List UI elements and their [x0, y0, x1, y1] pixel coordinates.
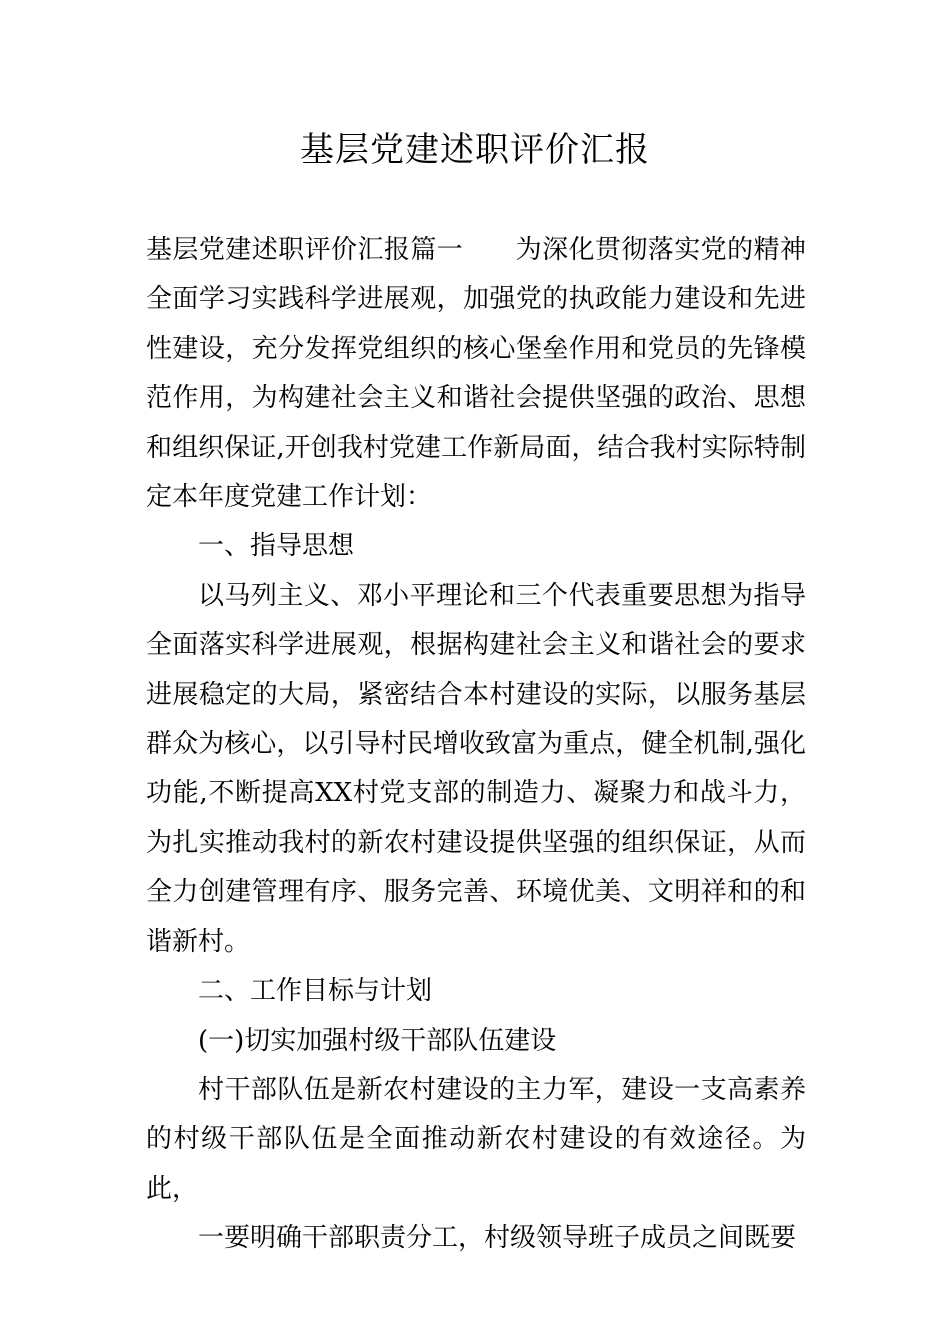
- document-title: 基层党建述职评价汇报: [300, 130, 650, 170]
- intro-paragraph: [146, 226, 806, 522]
- document-body: [146, 226, 806, 1264]
- paragraph-cadre-team: 村干部队伍是新农村建设的主力军，建设一支高素养的村级干部队伍是全面推动新农村建设的有效途径。为此，: [146, 1074, 806, 1204]
- subsection-heading-cadre-team: (一)切实加强村级干部队伍建设: [198, 1025, 557, 1056]
- section-heading-guiding-ideology: 一、指导思想: [198, 531, 355, 562]
- paragraph-guiding-ideology: 以马列主义、邓小平理论和三个代表重要思想为指导全面落实科学进展观，根据构建社会主义和谐社会的要求进展稳定的大局，紧密结合本村建设的实际，以服务基层群众为核心，以引导村民增收致富为重点，健全机制,强化功能,不断提高XX村党支部的制造力、凝聚力和战斗力，为扎实推动我村的新农村建设提供坚强的组织保证，从而全力创建管理有序、服务完善、环境优美、文明祥和的和谐新村。: [146, 580, 806, 957]
- paragraph-cadre-duties: 一要明确干部职责分工，村级领导班子成员之间既要: [198, 1223, 797, 1254]
- section-heading-goals-and-plans: 二、工作目标与计划: [198, 976, 433, 1007]
- intro-text: 为深化贯彻落实党的精神全面学习实践科学进展观，加强党的执政能力建设和先进性建设，充分发挥党组织的核心堡垒作用和党员的先锋模范作用，为构建社会主义和谐社会提供坚强的政治、思想和组织保证,开创我村党建工作新局面，结合我村实际特制定本年度党建工作计划：: [146, 235, 806, 513]
- intro-lead: 基层党建述职评价汇报篇一: [146, 235, 464, 265]
